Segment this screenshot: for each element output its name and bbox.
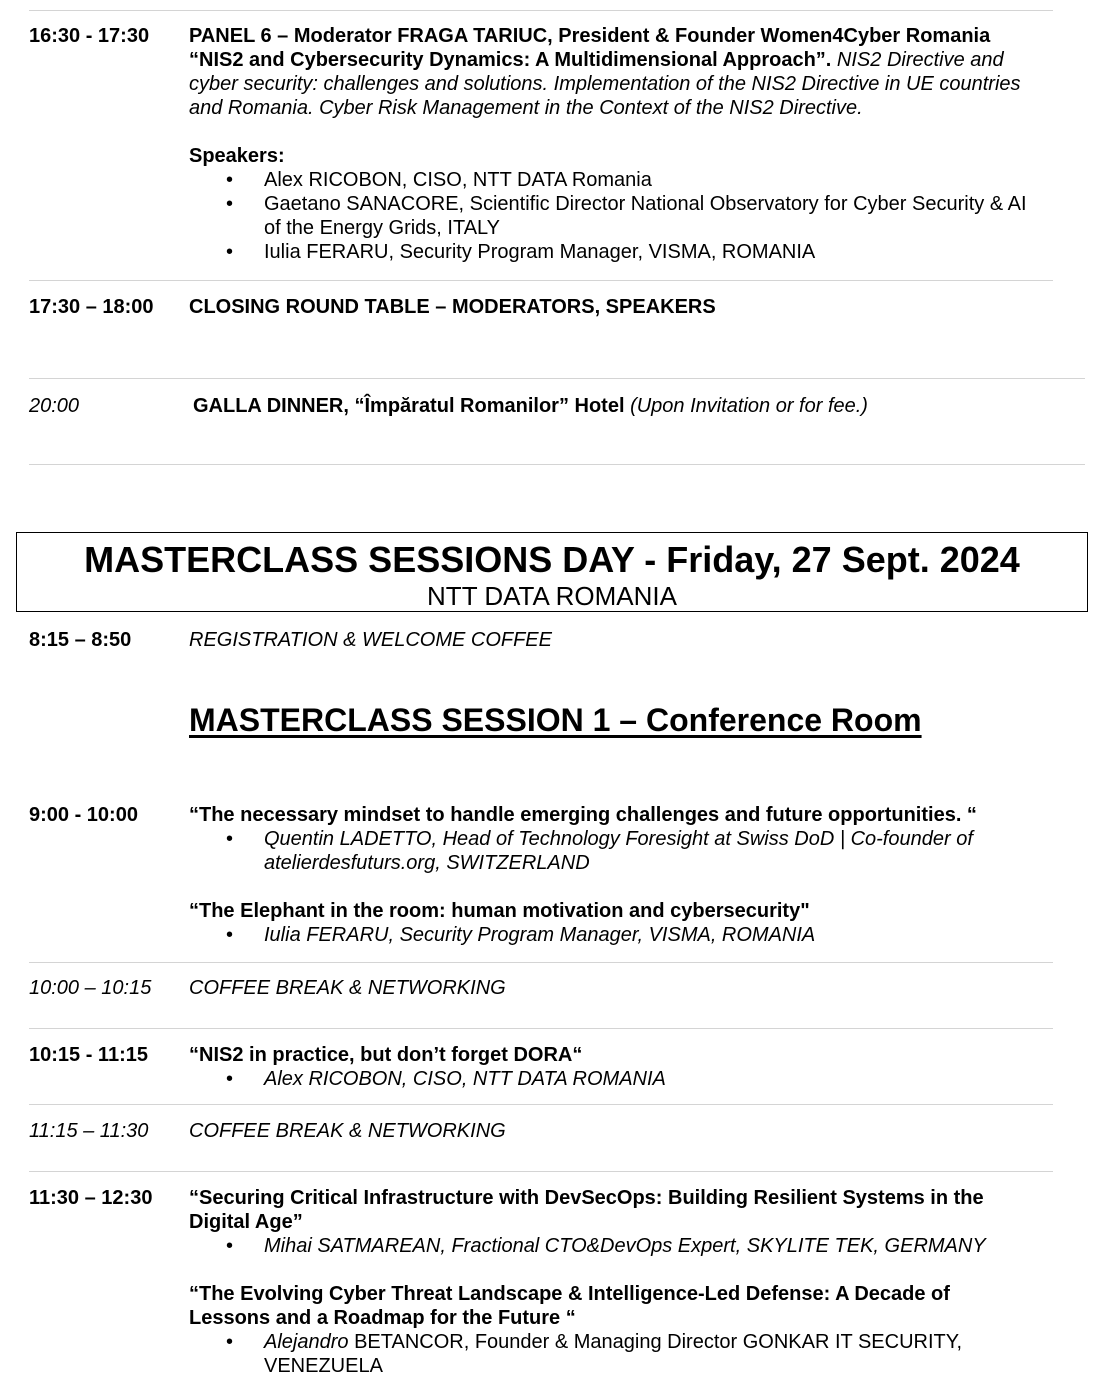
speaker-first-name: Alejandro — [264, 1331, 349, 1353]
panel-subtitle: “NIS2 and Cybersecurity Dynamics: A Multidimensional Approach”. — [189, 49, 832, 71]
speaker-name: Quentin LADETTO, Head of Technology Foresight at Swiss DoD | Co-founder of atelierdesfuturs.org, SWITZERLAND — [264, 828, 973, 874]
dinner-title: GALLA DINNER, “Împăratul Romanilor” Hotel — [193, 395, 625, 417]
time-label: 10:15 - 11:15 — [29, 1044, 148, 1066]
list-item — [189, 827, 1046, 875]
agenda-item-900 — [189, 803, 1046, 947]
list-item — [189, 240, 1048, 264]
time-label: 8:15 – 8:50 — [29, 629, 132, 651]
speaker-name: BETANCOR, Founder & Managing Director GONKAR IT SECURITY, VENEZUELA — [264, 1331, 963, 1377]
agenda-item-break: COFFEE BREAK & NETWORKING — [189, 977, 506, 999]
panel-title: PANEL 6 – Moderator FRAGA TARIUC, President & Founder Women4Cyber Romania — [189, 25, 991, 47]
speaker-name: Gaetano SANACORE, Scientific Director National Observatory for Cyber Security & AI of the Energy Grids, ITALY — [264, 193, 1027, 239]
agenda-item-1130 — [189, 1186, 1030, 1378]
list-item — [189, 168, 1048, 192]
day-header — [16, 532, 1088, 612]
talk-title: “The Elephant in the room: human motivation and cybersecurity" — [189, 900, 810, 922]
bullet-icon: • — [226, 193, 234, 215]
speaker-name: Iulia FERARU, Security Program Manager, VISMA, ROMANIA — [264, 924, 816, 946]
divider — [29, 10, 1053, 11]
divider — [29, 1171, 1053, 1172]
speaker-list — [189, 923, 1046, 947]
speaker-list — [189, 1234, 1030, 1258]
list-item — [189, 1330, 1030, 1378]
agenda-item-dinner — [193, 394, 1046, 418]
time-label: 17:30 – 18:00 — [29, 296, 154, 318]
talk-title: “The necessary mindset to handle emerging challenges and future opportunities. “ — [189, 804, 977, 826]
bullet-icon: • — [226, 1235, 234, 1257]
bullet-icon: • — [226, 1331, 234, 1353]
divider — [29, 464, 1085, 465]
speaker-name: Alex RICOBON, CISO, NTT DATA ROMANIA — [264, 1068, 666, 1090]
agenda-item-closing: CLOSING ROUND TABLE – MODERATORS, SPEAKERS — [189, 296, 716, 318]
speaker-name: Alex RICOBON, CISO, NTT DATA Romania — [264, 169, 652, 191]
bullet-icon: • — [226, 924, 234, 946]
list-item — [189, 1234, 1030, 1258]
time-label: 9:00 - 10:00 — [29, 804, 138, 826]
talk-title: “The Evolving Cyber Threat Landscape & Intelligence-Led Defense: A Decade of Lessons and a Roadmap for the Future “ — [189, 1283, 950, 1329]
divider — [29, 1104, 1053, 1105]
panel-topic — [189, 48, 1048, 120]
talk-title: “Securing Critical Infrastructure with DevSecOps: Building Resilient Systems in the Digital Age” — [189, 1187, 984, 1233]
divider — [29, 280, 1053, 281]
time-label: 16:30 - 17:30 — [29, 25, 150, 47]
list-item — [189, 192, 1048, 240]
speaker-name: Iulia FERARU, Security Program Manager, VISMA, ROMANIA — [264, 241, 816, 263]
agenda-item-break: COFFEE BREAK & NETWORKING — [189, 1120, 506, 1142]
day-subtitle: NTT DATA ROMANIA — [427, 581, 677, 611]
speakers-label: Speakers: — [189, 145, 285, 167]
agenda-item-panel6 — [189, 24, 1048, 264]
bullet-icon: • — [226, 169, 234, 191]
list-item — [189, 1067, 1046, 1091]
session-title: MASTERCLASS SESSION 1 – Conference Room — [189, 702, 922, 738]
list-item — [189, 923, 1046, 947]
speaker-list — [189, 1330, 1030, 1378]
divider — [29, 962, 1053, 963]
divider — [29, 1028, 1053, 1029]
panel-description: NIS2 Directive and cyber security: challenges and solutions. Implementation of the NIS2 Directive in UE countries and Romania. Cyber Risk Management in the Context of the NIS2 Directive. — [189, 49, 1021, 119]
divider — [29, 378, 1085, 379]
agenda-item-registration: REGISTRATION & WELCOME COFFEE — [189, 629, 552, 651]
bullet-icon: • — [226, 241, 234, 263]
speaker-list — [189, 1067, 1046, 1091]
speaker-name: Mihai SATMAREAN, Fractional CTO&DevOps Expert, SKYLITE TEK, GERMANY — [264, 1235, 986, 1257]
bullet-icon: • — [226, 1068, 234, 1090]
bullet-icon: • — [226, 828, 234, 850]
time-label: 11:30 – 12:30 — [29, 1187, 153, 1209]
speaker-list — [189, 827, 1046, 875]
talk-title: “NIS2 in practice, but don’t forget DORA“ — [189, 1044, 583, 1066]
speaker-list — [189, 168, 1048, 264]
time-label: 11:15 – 11:30 — [29, 1120, 149, 1142]
time-label: 10:00 – 10:15 — [29, 977, 152, 999]
agenda-item-1015 — [189, 1043, 1046, 1091]
day-title: MASTERCLASS SESSIONS DAY - Friday, 27 Sept. 2024 — [84, 539, 1020, 580]
time-label: 20:00 — [29, 395, 80, 417]
dinner-note: (Upon Invitation or for fee.) — [630, 395, 868, 417]
